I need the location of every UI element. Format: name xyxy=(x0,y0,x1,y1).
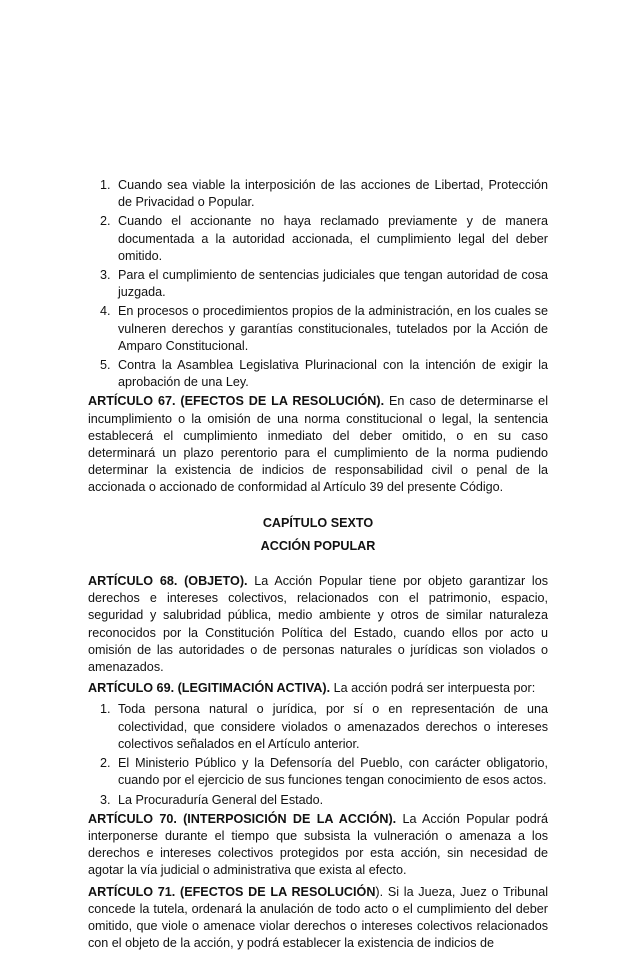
article-67 xyxy=(88,393,548,496)
article-71 xyxy=(88,884,548,953)
article-heading: ARTÍCULO 68. (OBJETO). xyxy=(88,574,248,589)
list-item: 3. Para el cumplimiento de sentencias judiciales que tengan autoridad de cosa juzgada. xyxy=(100,268,548,300)
list-item: 1. Toda persona natural o jurídica, por sí o en representación de una colectividad, que considere violados o amenazados derechos o intereses colectivos señalados en el Artículo anterior. xyxy=(100,702,548,751)
article-heading: ARTÍCULO 69. (LEGITIMACIÓN ACTIVA). xyxy=(88,681,331,696)
chapter-subtitle: ACCIÓN POPULAR xyxy=(260,538,376,553)
legitimation-list xyxy=(88,701,548,808)
article-text: La Acción Popular podrá interponerse durante el tiempo que subsista la vulneración o amenaza a los derechos e intereses colectivos protegidos por esta acción, sin necesidad de agotar la vía judicial o administrativa que exista al efecto. xyxy=(88,811,548,878)
list-item: 3. La Procuraduría General del Estado. xyxy=(100,792,324,807)
chapter-title: CAPÍTULO SEXTO xyxy=(262,515,374,530)
article-text: La Acción Popular tiene por objeto garantizar los derechos e intereses colectivos, relacionados con el patrimonio, espacio, seguridad y salubridad pública, medio ambiente y otros de similar naturaleza reconocidos por la Constitución Política del Estado, cuando ellos por acto u omisión de las autoridades o de personas naturales o jurídicas son violados o amenazados. xyxy=(88,574,549,675)
article-69 xyxy=(88,680,548,697)
list-item: 2. El Ministerio Público y la Defensoría del Pueblo, con carácter obligatorio, cuando por el ejercicio de sus funciones tengan conocimiento de esos actos. xyxy=(100,756,548,788)
article-text: Si la Jueza, Juez o Tribunal concede la tutela, ordenará la anulación de todo acto o el cumplimiento del deber omitido, que viole o amenace violar derechos o intereses colectivos relacionados con el objeto de la acción, y podrá establecer la existencia de indicios de xyxy=(88,884,548,951)
article-text: En caso de determinarse el incumplimiento o la omisión de una norma constitucional o legal, la sentencia establecerá el cumplimiento inmediato del deber omitido, o en su caso determinará un plazo perentorio para el cumplimiento de la norma pudiendo determinar la existencia de indicios de responsabilidad civil o penal de la accionada o accionado de conformidad al Artículo 39 del presente Código. xyxy=(88,394,548,495)
list-item-text: En procesos o procedimientos propios de la administración, en los cuales se vulneren derechos y garantías constitucionales, tutelados por la Acción de Amparo Constitucional. xyxy=(118,304,548,353)
list-item-text: Toda persona natural o jurídica, por sí o en representación de una colectividad, que considere violados o amenazados derechos o intereses colectivos señalados en el Artículo anterior. xyxy=(118,702,548,751)
list-item: 2. Cuando el accionante no haya reclamado previamente y de manera documentada a la autoridad accionada, el cumplimiento legal del deber omitido. xyxy=(100,214,548,263)
article-68 xyxy=(88,573,548,676)
article-text: La acción podrá ser interpuesta por: xyxy=(330,681,536,696)
article-heading: ARTÍCULO 71. (EFECTOS DE LA RESOLUCIÓN xyxy=(88,884,376,899)
list-item-text: Cuando sea viable la interposición de las acciones de Libertad, Protección de Privacidad o Popular. xyxy=(118,178,548,210)
article-heading: ARTÍCULO 70. (INTERPOSICIÓN DE LA ACCIÓN). xyxy=(88,811,397,826)
list-item-text: Contra la Asamblea Legislativa Plurinacional con la intención de exigir la aprobación de una Ley. xyxy=(118,358,548,390)
list-item-text: El Ministerio Público y la Defensoría del Pueblo, con carácter obligatorio, cuando por el ejercicio de sus funciones tengan conocimiento de esos actos. xyxy=(118,756,548,788)
list-item: 4. En procesos o procedimientos propios de la administración, en los cuales se vulneren derechos y garantías constitucionales, tutelados por la Acción de Amparo Constitucional. xyxy=(100,304,548,353)
article-70 xyxy=(88,811,548,880)
article-heading-tail: ). xyxy=(375,884,384,899)
list-item-text: Cuando el accionante no haya reclamado previamente y de manera documentada a la autoridad accionada, el cumplimiento legal del deber omitido. xyxy=(118,214,548,263)
article-heading: ARTÍCULO 67. (EFECTOS DE LA RESOLUCIÓN). xyxy=(88,394,385,409)
list-item-text: Para el cumplimiento de sentencias judiciales que tengan autoridad de cosa juzgada. xyxy=(118,268,548,300)
list-item-text: La Procuraduría General del Estado. xyxy=(118,792,324,807)
list-item: 5. Contra la Asamblea Legislativa Plurinacional con la intención de exigir la aprobación de una Ley. xyxy=(100,358,548,390)
list-item: 1. Cuando sea viable la interposición de las acciones de Libertad, Protección de Privacidad o Popular. xyxy=(100,178,548,210)
document-page xyxy=(88,177,548,956)
improcedence-list xyxy=(88,177,548,391)
